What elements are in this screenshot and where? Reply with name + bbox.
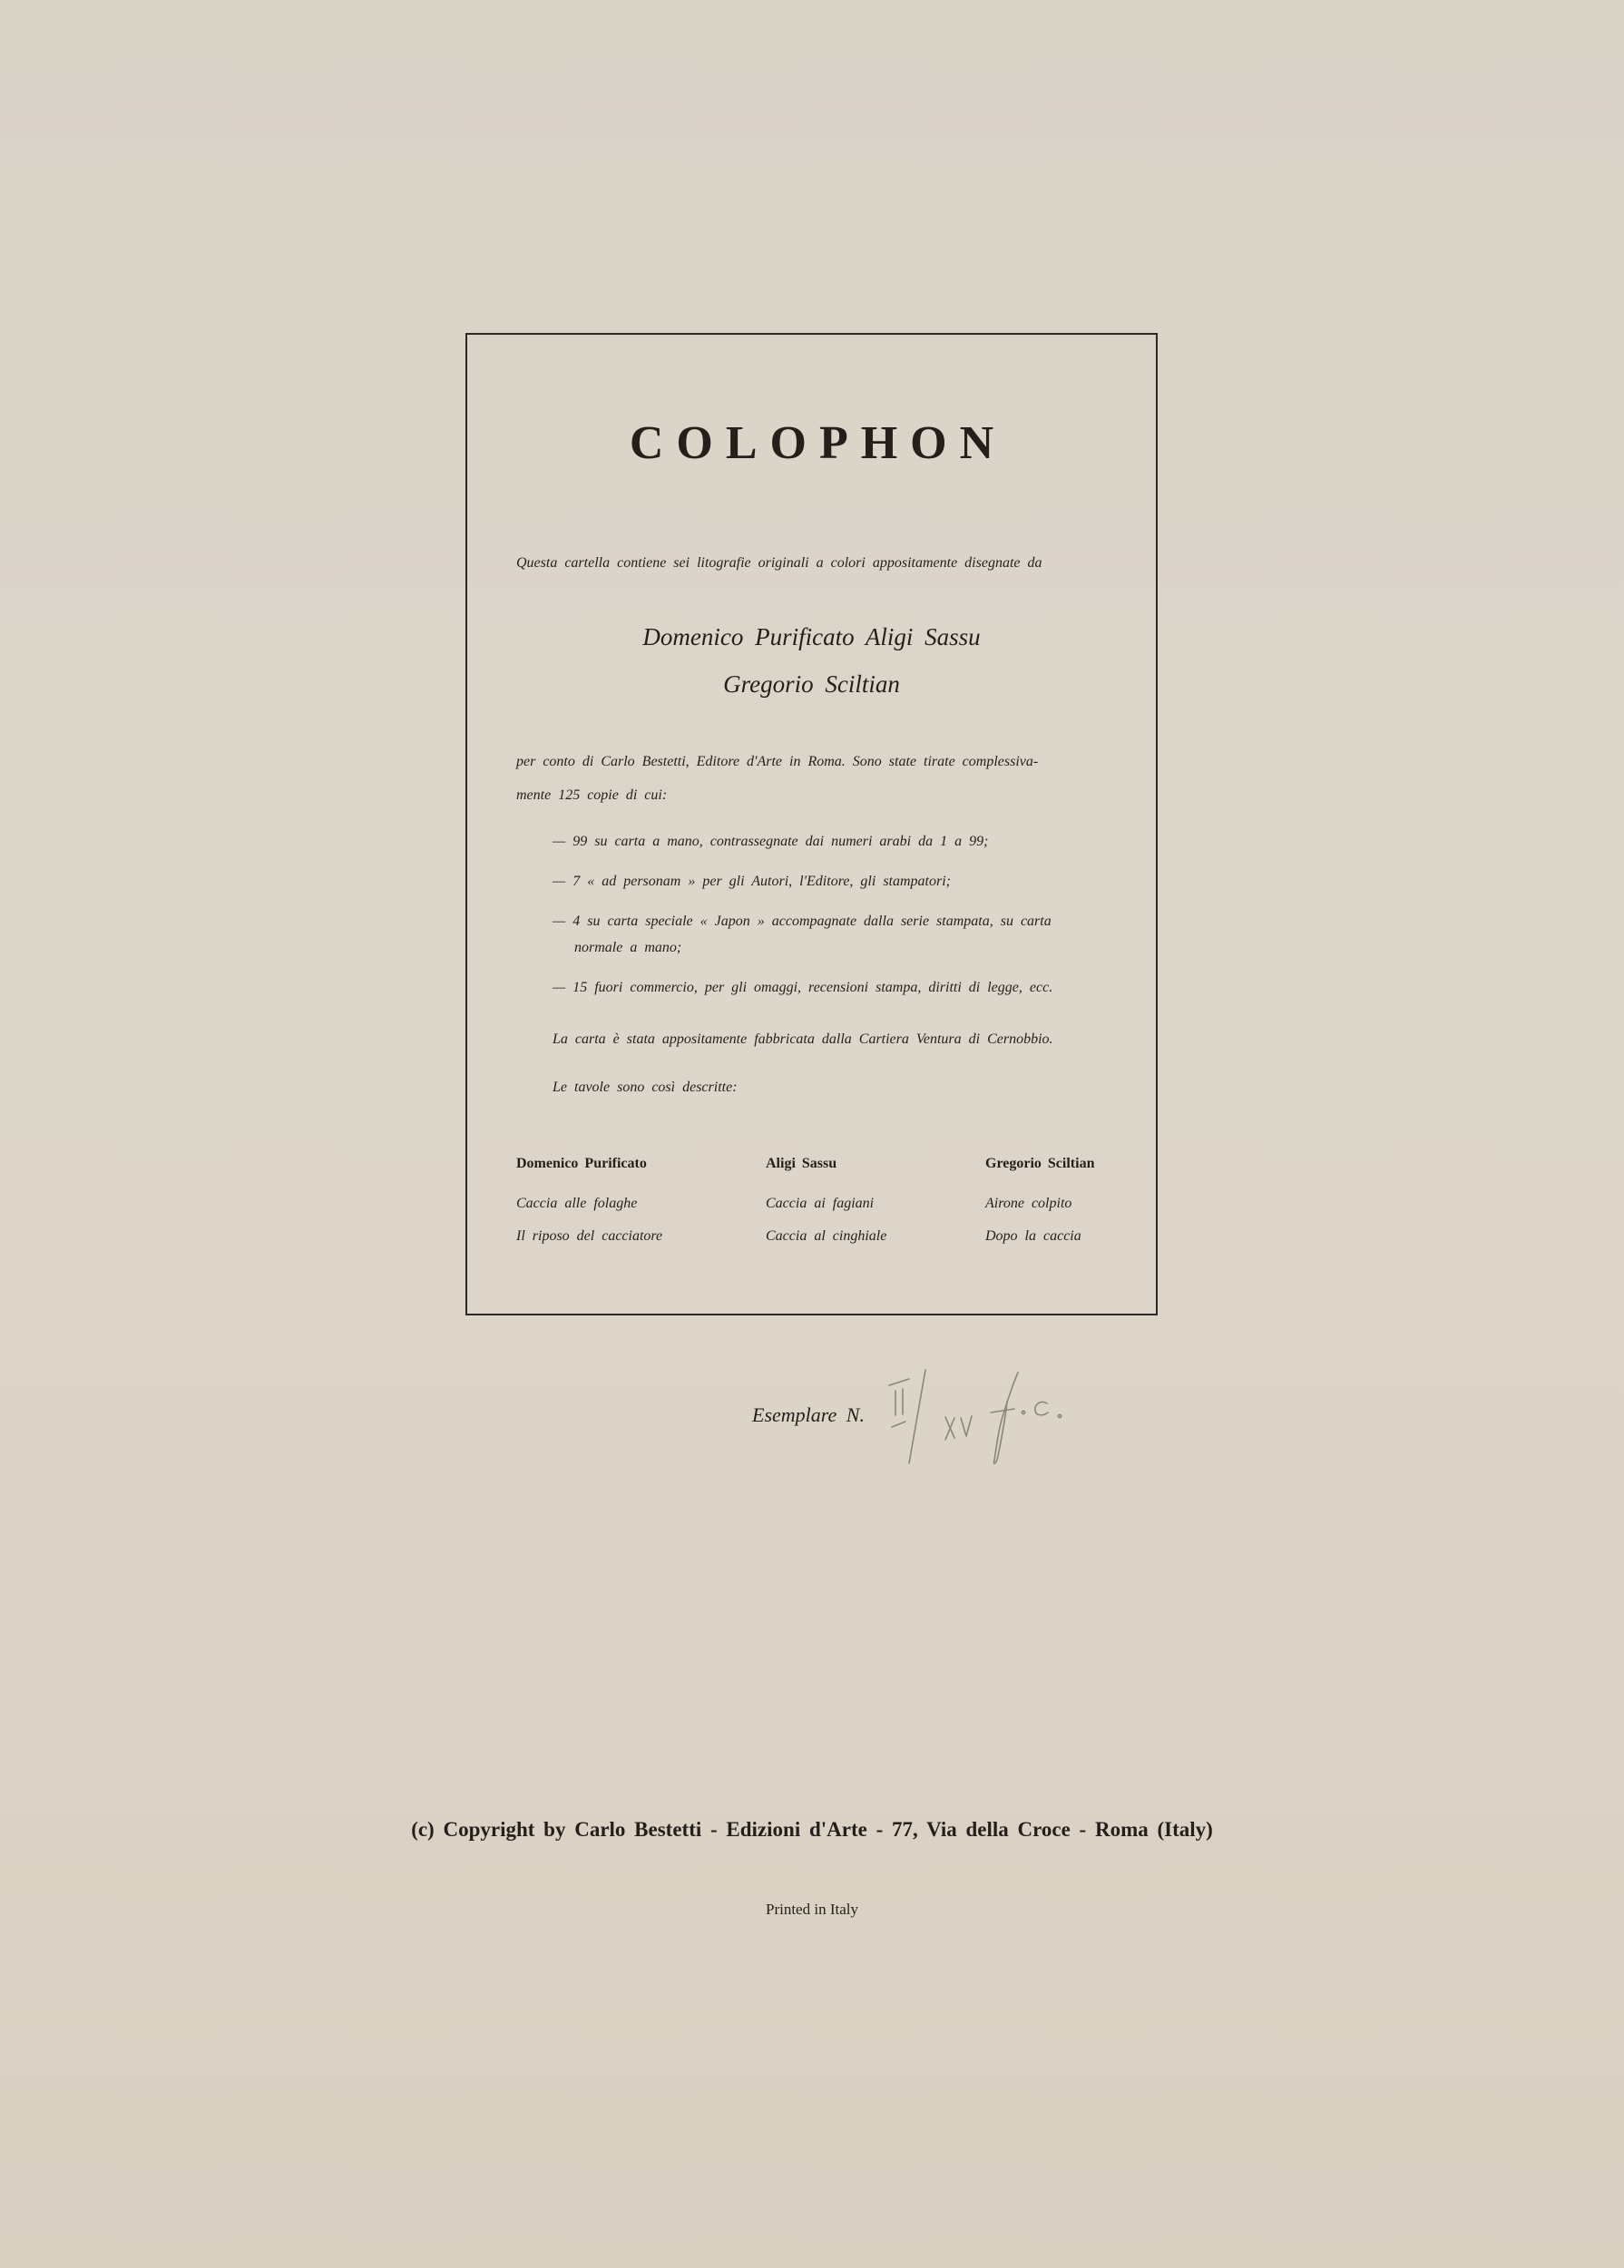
plate-artist: Aligi Sassu (766, 1156, 837, 1171)
edition-item: — 99 su carta a mano, contrassegnate dai numeri arabi da 1 a 99; (553, 834, 989, 849)
plates-column (766, 1156, 886, 1261)
plate-artist: Gregorio Sciltian (985, 1156, 1095, 1171)
handwritten-copy-number (880, 1365, 1080, 1474)
edition-item: — 15 fuori commercio, per gli omaggi, recensioni stampa, diritti di legge, ecc. (553, 980, 1053, 995)
esemplare-label: Esemplare N. (752, 1403, 865, 1426)
paper-note: La carta è stata appositamente fabbricata dalla Cartiera Ventura di Cernobbio. (553, 1031, 1053, 1047)
plates-column (985, 1156, 1094, 1261)
plate-work: Dopo la caccia (985, 1228, 1081, 1244)
plates-note: Le tavole sono così descritte: (553, 1080, 738, 1095)
edition-item-continuation: normale a mano; (574, 940, 682, 955)
plate-artist: Domenico Purificato (516, 1156, 647, 1171)
plate-work: Il riposo del cacciatore (516, 1228, 663, 1244)
plate-work: Airone colpito (985, 1196, 1072, 1211)
artists-line-1: Domenico Purificato Aligi Sassu (642, 623, 981, 650)
colophon-frame (465, 333, 1158, 1315)
intro-text: Questa cartella contiene sei litografie originali a colori appositamente disegnate da (516, 555, 1042, 571)
edition-item: — 7 « ad personam » per gli Autori, l'Editore, gli stampatori; (553, 874, 951, 889)
body-line-1: per conto di Carlo Bestetti, Editore d'Arte in Roma. Sono state tirate complessiva- (516, 754, 1039, 769)
colophon-title: COLOPHON (629, 417, 1007, 469)
edition-item: — 4 su carta speciale « Japon » accompagnate dalla serie stampata, su carta (553, 914, 1052, 929)
plate-work: Caccia ai fagiani (766, 1196, 875, 1211)
copyright-line: (c) Copyright by Carlo Bestetti - Edizioni d'Arte - 77, Via della Croce - Roma (Italy) (411, 1818, 1213, 1841)
plates-column (516, 1156, 662, 1261)
artists-line-2: Gregorio Sciltian (723, 670, 900, 698)
printed-in-italy: Printed in Italy (766, 1901, 858, 1918)
body-line-2: mente 125 copie di cui: (516, 787, 668, 803)
plate-work: Caccia alle folaghe (516, 1196, 638, 1211)
plate-work: Caccia al cinghiale (766, 1228, 887, 1244)
